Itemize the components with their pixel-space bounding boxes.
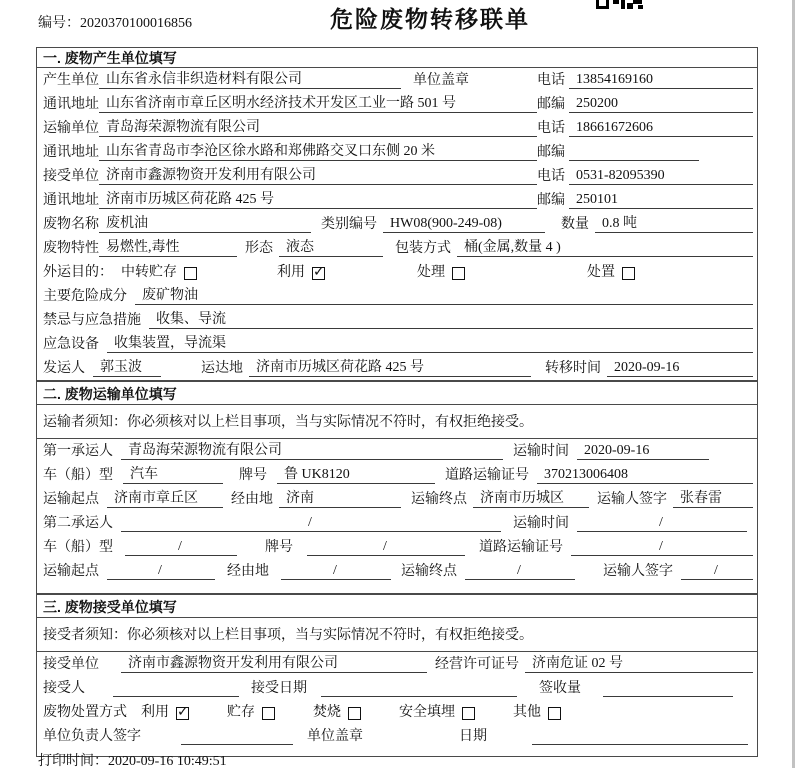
row-transporter	[37, 116, 757, 140]
route-end-value: 济南市历城区	[473, 487, 589, 508]
transporter-label: 运输单位	[43, 121, 99, 136]
section3-header: 三. 废物接受单位填写	[37, 593, 757, 618]
row-route1	[37, 487, 757, 511]
field-group	[537, 117, 753, 137]
field-group	[537, 189, 753, 209]
waste-name-value: 废机油	[99, 212, 311, 233]
route-start-label: 运输起点	[43, 492, 99, 507]
field-group	[537, 141, 753, 161]
address-value: 山东省青岛市李沧区徐水路和郑佛路交叉口东侧 20 米	[99, 140, 537, 161]
route-end-label: 运输终点	[411, 492, 467, 507]
purpose-label: 外运目的：	[43, 265, 113, 280]
row-producer	[37, 68, 757, 92]
zip-value: 250200	[569, 96, 753, 113]
address-label: 通讯地址	[43, 145, 99, 160]
row-receiving-unit	[37, 652, 757, 676]
option-label: 焚烧	[313, 705, 341, 720]
vehicle-type-label: 车（船）型	[43, 468, 113, 483]
transfer-time-value: 2020-09-16	[607, 360, 753, 377]
category-value: HW08(900-249-08)	[383, 216, 545, 233]
vehicle-type-label: 车（船）型	[43, 540, 113, 555]
checkbox-icon	[184, 267, 197, 280]
receiver-notice: 接受者须知：你必须核对以上栏目事项，当与实际情况不符时，有权拒绝接受。	[37, 618, 757, 652]
carrier2-value: /	[121, 515, 501, 532]
received-qty-label: 签收量	[539, 681, 581, 696]
row-producer-address	[37, 92, 757, 116]
field-group	[43, 92, 537, 113]
address-value: 济南市历城区荷花路 425 号	[99, 188, 537, 209]
option-label: 中转贮存	[121, 265, 177, 280]
row-purpose	[37, 260, 757, 284]
row-receiver-address	[37, 188, 757, 212]
accept-date-value	[321, 696, 517, 697]
row-transporter-address	[37, 140, 757, 164]
plate-label: 牌号	[239, 468, 267, 483]
disposal-option-storage	[227, 701, 275, 721]
plate-label: 牌号	[265, 540, 293, 555]
zip-label: 邮编	[537, 193, 565, 208]
transfer-form	[36, 47, 758, 757]
disposal-option-utilize	[141, 701, 189, 721]
zip-label: 邮编	[537, 145, 565, 160]
option-label: 贮存	[227, 705, 255, 720]
print-time-label: 打印时间：	[38, 754, 108, 768]
quantity-label: 数量	[561, 217, 589, 232]
route-start-value: /	[107, 563, 215, 580]
packing-value: 桶(金属,数量 4 )	[457, 236, 753, 257]
carrier-signature-value: /	[681, 563, 753, 580]
transporter-value: 青岛海荣源物流有限公司	[99, 116, 537, 137]
transport-time-label: 运输时间	[513, 444, 569, 459]
carrier1-value: 青岛海荣源物流有限公司	[121, 439, 503, 460]
row-shipper	[37, 356, 757, 380]
option-label: 其他	[513, 705, 541, 720]
row-receiver	[37, 164, 757, 188]
quantity-value: 0.8 吨	[595, 212, 753, 233]
row-acceptor	[37, 676, 757, 700]
license-label: 经营许可证号	[435, 657, 519, 672]
field-group	[43, 188, 537, 209]
row-responsible-signature	[37, 724, 757, 748]
stamp-label: 单位盖章	[307, 729, 363, 744]
acceptor-label: 接受人	[43, 681, 85, 696]
option-label: 处置	[587, 265, 615, 280]
row-disposal	[37, 700, 757, 724]
page-title: 危险废物转移联单	[330, 6, 530, 32]
phone-value: 13854169160	[569, 72, 753, 89]
purpose-option-dispose	[587, 261, 635, 281]
section-producer	[37, 48, 757, 380]
field-group	[537, 165, 753, 185]
purpose-option-transfer-storage	[121, 261, 197, 281]
qr-code-partial-icon	[596, 0, 644, 9]
field-group	[43, 116, 537, 137]
row-waste-traits	[37, 236, 757, 260]
route-via-value: 济南	[279, 487, 401, 508]
transport-time-label: 运输时间	[513, 516, 569, 531]
address-label: 通讯地址	[43, 97, 99, 112]
date-label: 日期	[459, 729, 487, 744]
plate-value: 鲁 UK8120	[277, 463, 435, 484]
receiver-value: 济南市鑫源物资开发利用有限公司	[99, 164, 537, 185]
license-value: 济南危证 02 号	[525, 652, 753, 673]
receiver-label: 接受单位	[43, 169, 99, 184]
route-end-value: /	[465, 563, 575, 580]
carrier-signature-label: 运输人签字	[597, 492, 667, 507]
field-group	[537, 69, 753, 89]
field-group	[43, 164, 537, 185]
stamp-label: 单位盖章	[413, 73, 469, 88]
road-cert-value: /	[571, 539, 753, 556]
option-label: 安全填埋	[399, 705, 455, 720]
row-vehicle2	[37, 535, 757, 559]
phone-value: 0531-82095390	[569, 168, 753, 185]
accept-date-label: 接受日期	[251, 681, 307, 696]
hazard-value: 废矿物油	[135, 284, 753, 305]
responsible-signature-value	[181, 744, 293, 745]
acceptor-value	[113, 696, 239, 697]
zip-value: 250101	[569, 192, 753, 209]
section-transporter	[37, 380, 757, 593]
row-route2	[37, 559, 757, 583]
waste-name-label: 废物名称	[43, 217, 99, 232]
carrier1-label: 第一承运人	[43, 444, 113, 459]
equipment-label: 应急设备	[43, 337, 99, 352]
plate-value: /	[307, 539, 465, 556]
transporter-notice: 运输者须知：你必须核对以上栏目事项，当与实际情况不符时，有权拒绝接受。	[37, 405, 757, 439]
route-via-value: /	[281, 563, 391, 580]
field-group	[43, 68, 537, 89]
section1-header: 一. 废物产生单位填写	[37, 48, 757, 68]
hazard-label: 主要危险成分	[43, 289, 127, 304]
shipper-label: 发运人	[43, 361, 85, 376]
road-cert-value: 370213006408	[537, 467, 753, 484]
packing-label: 包装方式	[395, 241, 451, 256]
checkbox-icon	[348, 707, 361, 720]
producer-value: 山东省永信非织造材料有限公司	[99, 68, 401, 89]
checkbox-icon	[462, 707, 475, 720]
measures-value: 收集、导流	[149, 308, 753, 329]
serial-value: 2020370100016856	[80, 16, 192, 31]
phone-label: 电话	[537, 169, 565, 184]
phone-label: 电话	[537, 73, 565, 88]
address-value: 山东省济南市章丘区明水经济技术开发区工业一路 501 号	[99, 92, 537, 113]
vehicle-type-value: 汽车	[123, 463, 223, 484]
option-label: 利用	[277, 265, 305, 280]
checkbox-checked-icon	[312, 267, 325, 280]
option-label: 处理	[417, 265, 445, 280]
transfer-time-label: 转移时间	[545, 361, 601, 376]
traits-label: 废物特性	[43, 241, 99, 256]
route-start-label: 运输起点	[43, 564, 99, 579]
measures-label: 禁忌与应急措施	[43, 313, 141, 328]
row-carrier1	[37, 439, 757, 463]
address-label: 通讯地址	[43, 193, 99, 208]
road-cert-label: 道路运输证号	[479, 540, 563, 555]
equipment-value: 收集装置，导流渠	[107, 332, 753, 353]
checkbox-icon	[452, 267, 465, 280]
road-cert-label: 道路运输证号	[445, 468, 529, 483]
date-value	[532, 744, 748, 745]
phone-label: 电话	[537, 121, 565, 136]
carrier-signature-value: 张春雷	[673, 487, 753, 508]
destination-value: 济南市历城区荷花路 425 号	[249, 356, 531, 377]
transport-time-value: 2020-09-16	[577, 443, 709, 460]
purpose-option-treat	[417, 261, 465, 281]
route-via-label: 经由地	[227, 564, 269, 579]
row-waste-name	[37, 212, 757, 236]
purpose-option-utilize	[277, 261, 325, 281]
route-start-value: 济南市章丘区	[107, 487, 223, 508]
checkbox-checked-icon	[176, 707, 189, 720]
checkbox-icon	[548, 707, 561, 720]
destination-label: 运达地	[201, 361, 243, 376]
checkbox-icon	[622, 267, 635, 280]
vehicle-type-value: /	[125, 539, 237, 556]
form-value: 液态	[279, 236, 383, 257]
serial-number	[38, 12, 192, 32]
row-vehicle1	[37, 463, 757, 487]
disposal-label: 废物处置方式	[43, 705, 127, 720]
serial-label: 编号：	[38, 16, 80, 31]
row-measures	[37, 308, 757, 332]
row-hazard	[37, 284, 757, 308]
route-end-label: 运输终点	[401, 564, 457, 579]
zip-value	[569, 160, 699, 161]
row-equipment	[37, 332, 757, 356]
carrier-signature-label: 运输人签字	[603, 564, 673, 579]
disposal-option-landfill	[399, 701, 475, 721]
shipper-value: 郭玉波	[93, 356, 161, 377]
section-receiver	[37, 593, 757, 756]
transport-time-value: /	[577, 515, 747, 532]
print-time-value: 2020-09-16 10:49:51	[108, 754, 227, 768]
zip-label: 邮编	[537, 97, 565, 112]
field-group	[43, 140, 537, 161]
carrier2-label: 第二承运人	[43, 516, 113, 531]
receiving-unit-value: 济南市鑫源物资开发利用有限公司	[121, 652, 427, 673]
field-group	[537, 93, 753, 113]
section2-header: 二. 废物运输单位填写	[37, 380, 757, 405]
receiving-unit-label: 接受单位	[43, 657, 99, 672]
disposal-option-other	[513, 701, 561, 721]
phone-value: 18661672606	[569, 120, 753, 137]
route-via-label: 经由地	[231, 492, 273, 507]
window-edge-divider	[792, 0, 795, 768]
received-qty-value	[603, 696, 733, 697]
disposal-option-incinerate	[313, 701, 361, 721]
print-time	[38, 750, 227, 768]
traits-value: 易燃性,毒性	[99, 236, 237, 257]
responsible-signature-label: 单位负责人签字	[43, 729, 141, 744]
form-label: 形态	[245, 241, 273, 256]
category-label: 类别编号	[321, 217, 377, 232]
row-carrier2	[37, 511, 757, 535]
option-label: 利用	[141, 705, 169, 720]
producer-label: 产生单位	[43, 73, 99, 88]
checkbox-icon	[262, 707, 275, 720]
